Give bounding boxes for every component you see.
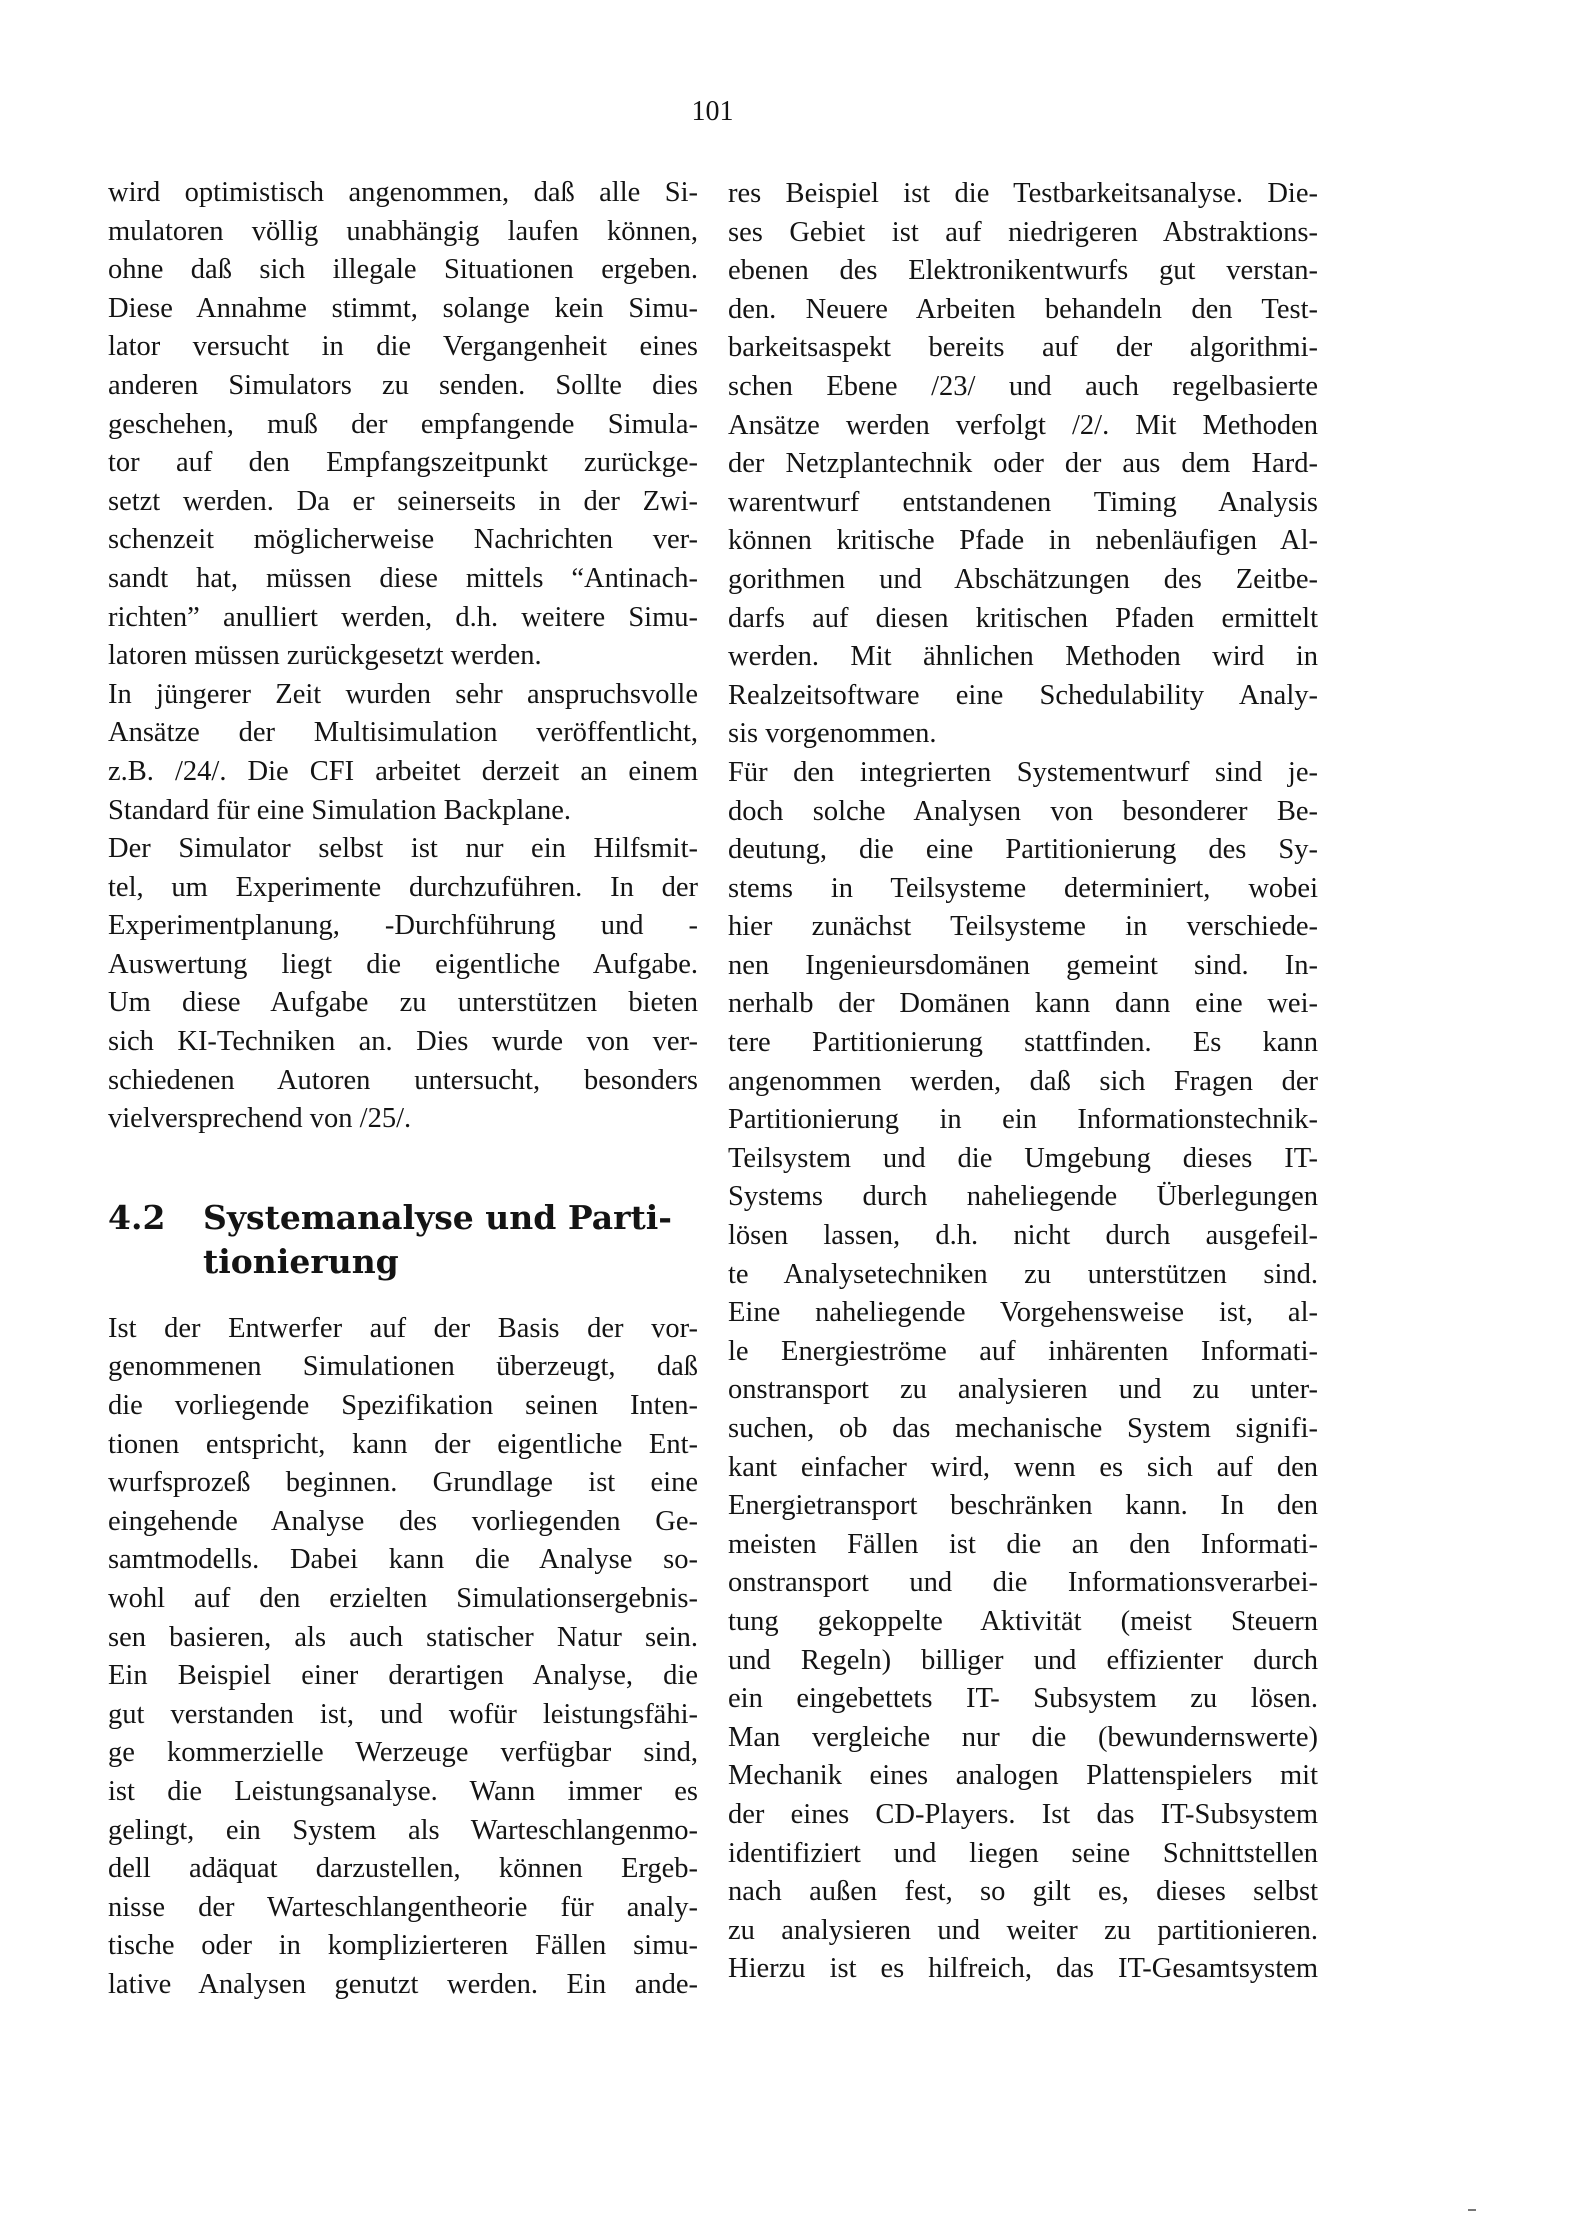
text-line: Realzeitsoftware eine Schedulability Analy-	[728, 679, 1318, 711]
paragraph-entwurfsprozess	[108, 1310, 698, 2005]
text-line: Partitionierung in ein Informationstechnik-	[728, 1104, 1318, 1136]
text-line: nen Ingenieursdomänen gemeint sind. In-	[728, 949, 1318, 981]
text-line: Ansätze der Multisimulation veröffentlicht,	[108, 717, 698, 749]
text-line: Auswertung liegt die eigentliche Aufgabe.	[108, 948, 698, 980]
text-line: sandt hat, müssen diese mittels “Antinach-	[108, 562, 698, 594]
paragraph-multisimulation	[108, 676, 698, 830]
text-line: Standard für eine Simulation Backplane.	[108, 794, 571, 826]
scan-artifact	[1468, 2209, 1476, 2211]
text-line: Systems durch naheliegende Überlegungen	[728, 1181, 1318, 1213]
text-line: und Regeln) billiger und effizienter durch	[728, 1644, 1318, 1676]
text-line: schiedenen Autoren untersucht, besonders	[108, 1064, 698, 1096]
text-line: nisse der Warteschlangentheorie für analy-	[108, 1891, 698, 1923]
text-line: der Netzplantechnik oder der aus dem Hard-	[728, 448, 1318, 480]
text-line: Ansätze werden verfolgt /2/. Mit Methoden	[728, 409, 1318, 441]
text-line: onstransport zu analysieren und zu unter-	[728, 1374, 1318, 1406]
text-line: Man vergleiche nur die (bewundernswerte)	[728, 1721, 1318, 1753]
text-line: hier zunächst Teilsysteme in verschiede-	[728, 911, 1318, 943]
text-line: gelingt, ein System als Warteschlangenmo-	[108, 1814, 698, 1846]
text-line: tere Partitionierung stattfinden. Es kann	[728, 1027, 1318, 1059]
section-title	[203, 1196, 698, 1284]
text-line: suchen, ob das mechanische System signifi-	[728, 1413, 1318, 1444]
section-title-line: Systemanalyse und Parti-	[203, 1197, 672, 1237]
left-column	[108, 174, 698, 2005]
section-title-line: tionierung	[203, 1241, 399, 1281]
text-line: angenommen werden, daß sich Fragen der	[728, 1065, 1318, 1097]
text-line: anderen Simulators zu senden. Sollte dies	[108, 369, 698, 401]
section-number: 4.2	[108, 1197, 166, 1237]
text-line: lative Analysen genutzt werden. Ein ande-	[108, 1968, 698, 2000]
text-line: tung gekoppelte Aktivität (meist Steuern	[728, 1605, 1318, 1637]
text-line: Eine naheliegende Vorgehensweise ist, al-	[728, 1297, 1318, 1329]
text-line: Mechanik eines analogen Plattenspielers mit	[728, 1760, 1318, 1792]
text-line: samtmodells. Dabei kann die Analyse so-	[108, 1544, 698, 1576]
text-line: werden. Mit ähnlichen Methoden wird in	[728, 641, 1318, 673]
text-line: zu analysieren und weiter zu partitionieren.	[728, 1914, 1318, 1946]
text-line: Ist der Entwerfer auf der Basis der vor-	[108, 1312, 698, 1344]
paragraph-partitionierung	[728, 754, 1318, 1989]
text-line: wird optimistisch angenommen, daß alle Si-	[108, 177, 698, 208]
text-line: tel, um Experimente durchzuführen. In der	[108, 871, 698, 903]
text-line: latoren müssen zurückgesetzt werden.	[108, 640, 542, 672]
text-line: Für den integrierten Systementwurf sind je-	[728, 756, 1318, 788]
text-line: gorithmen und Abschätzungen des Zeitbe-	[728, 563, 1318, 595]
paragraph-testbarkeitsanalyse	[728, 175, 1318, 754]
text-line: genommenen Simulationen überzeugt, daß	[108, 1351, 698, 1383]
text-line: Energietransport beschränken kann. In den	[728, 1490, 1318, 1522]
text-line: z.B. /24/. Die CFI arbeitet derzeit an einem	[108, 755, 698, 787]
text-line: tionen entspricht, kann der eigentliche Ent-	[108, 1428, 698, 1460]
text-line: schenzeit möglicherweise Nachrichten ver-	[108, 524, 698, 556]
text-line: tor auf den Empfangszeitpunkt zurückge-	[108, 447, 698, 479]
text-line: sich KI-Techniken an. Dies wurde von ver-	[108, 1026, 698, 1058]
text-line: ohne daß sich illegale Situationen ergeben.	[108, 254, 698, 286]
text-line: nerhalb der Domänen kann dann eine wei-	[728, 988, 1318, 1020]
text-line: stems in Teilsysteme determiniert, wobei	[728, 872, 1318, 904]
right-column	[728, 175, 1318, 1989]
text-line: In jüngerer Zeit wurden sehr anspruchsvolle	[108, 678, 698, 710]
text-line: res Beispiel ist die Testbarkeitsanalyse. Die-	[728, 178, 1318, 209]
section-heading	[108, 1196, 698, 1284]
text-line: ge kommerzielle Werzeuge verfügbar sind,	[108, 1737, 698, 1769]
text-line: tische oder in komplizierteren Fällen simu-	[108, 1930, 698, 1962]
text-line: geschehen, muß der empfangende Simula-	[108, 408, 698, 440]
text-line: lator versucht in die Vergangenheit eines	[108, 331, 698, 363]
text-line: gut verstanden ist, und wofür leistungsfähi-	[108, 1698, 698, 1730]
text-line: Diese Annahme stimmt, solange kein Simu-	[108, 292, 698, 324]
text-line: le Energieströme auf inhärenten Informati-	[728, 1335, 1318, 1367]
text-line: ses Gebiet ist auf niedrigeren Abstraktions-	[728, 216, 1318, 248]
text-line: Ein Beispiel einer derartigen Analyse, die	[108, 1660, 698, 1692]
text-line: identifiziert und liegen seine Schnittstellen	[728, 1837, 1318, 1869]
text-line: onstransport und die Informationsverarbei-	[728, 1567, 1318, 1599]
text-line: setzt werden. Da er seinerseits in der Zwi-	[108, 485, 698, 517]
paragraph-ki-techniken	[108, 830, 698, 1139]
text-line: wohl auf den erzielten Simulationsergebnis-	[108, 1583, 698, 1614]
text-line: warentwurf entstandenen Timing Analysis	[728, 486, 1318, 518]
text-line: sis vorgenommen.	[728, 718, 937, 750]
text-line: die vorliegende Spezifikation seinen Inten-	[108, 1390, 698, 1422]
text-line: Teilsystem und die Umgebung dieses IT-	[728, 1142, 1318, 1174]
text-line: können kritische Pfade in nebenläufigen Al-	[728, 525, 1318, 557]
text-line: den. Neuere Arbeiten behandeln den Test-	[728, 293, 1318, 325]
text-line: schen Ebene /23/ und auch regelbasierte	[728, 370, 1318, 402]
text-line: ist die Leistungsanalyse. Wann immer es	[108, 1775, 698, 1807]
text-line: deutung, die eine Partitionierung des Sy-	[728, 834, 1318, 866]
text-line: der eines CD-Players. Ist das IT-Subsystem	[728, 1798, 1318, 1830]
text-line: mulatoren völlig unabhängig laufen können,	[108, 215, 698, 247]
text-line: vielversprechend von /25/.	[108, 1103, 412, 1135]
text-line: dell adäquat darzustellen, können Ergeb-	[108, 1853, 698, 1885]
text-line: lösen lassen, d.h. nicht durch ausgefeil-	[728, 1220, 1318, 1252]
text-line: Hierzu ist es hilfreich, das IT-Gesamtsystem	[728, 1953, 1318, 1985]
text-line: barkeitsaspekt bereits auf der algorithmi-	[728, 332, 1318, 364]
text-line: meisten Fällen ist die an den Informati-	[728, 1528, 1318, 1560]
text-line: ebenen des Elektronikentwurfs gut verstan-	[728, 255, 1318, 287]
text-line: Um diese Aufgabe zu unterstützen bieten	[108, 987, 698, 1019]
text-line: darfs auf diesen kritischen Pfaden ermittelt	[728, 602, 1318, 634]
text-line: Experimentplanung, -Durchführung und -	[108, 910, 698, 942]
text-line: ein eingebettets IT- Subsystem zu lösen.	[728, 1683, 1318, 1715]
text-line: wurfsprozeß beginnen. Grundlage ist eine	[108, 1467, 698, 1499]
text-line: richten” anulliert werden, d.h. weitere Simu-	[108, 601, 698, 633]
text-line: kant einfacher wird, wenn es sich auf den	[728, 1451, 1318, 1483]
text-line: eingehende Analyse des vorliegenden Ge-	[108, 1505, 698, 1537]
page-number: 101	[691, 96, 734, 127]
text-line: nach außen fest, so gilt es, dieses selbst	[728, 1876, 1318, 1908]
text-line: Der Simulator selbst ist nur ein Hilfsmit-	[108, 833, 698, 865]
text-line: te Analysetechniken zu unterstützen sind.	[728, 1258, 1318, 1290]
paragraph-simulator-rollback	[108, 174, 698, 676]
text-line: sen basieren, als auch statischer Natur sein.	[108, 1621, 698, 1653]
text-line: doch solche Analysen von besonderer Be-	[728, 795, 1318, 827]
